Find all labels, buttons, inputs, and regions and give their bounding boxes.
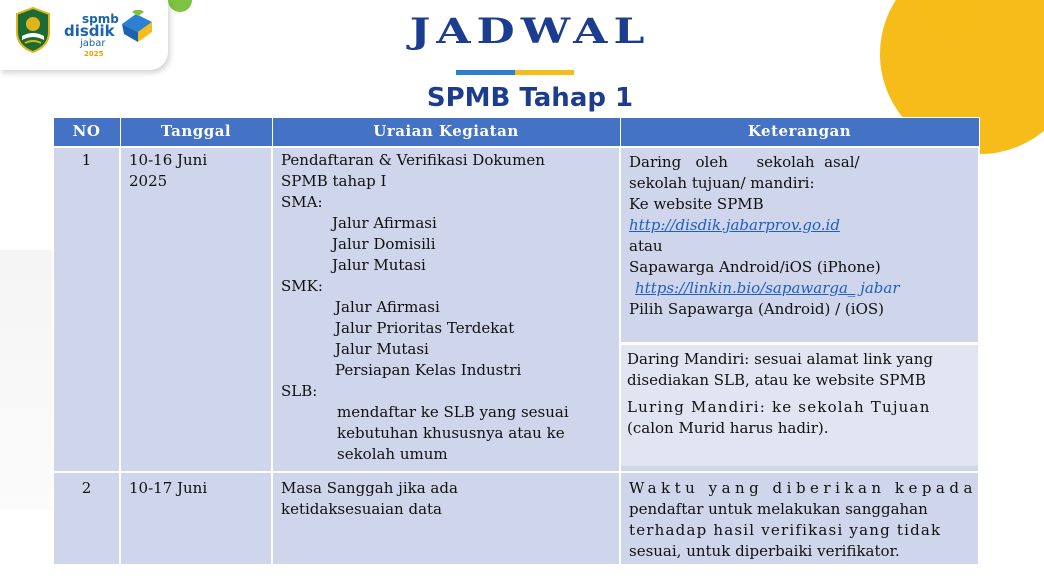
title-underline: [456, 70, 574, 75]
row-number: [53, 472, 120, 565]
schedule-table: [52, 117, 980, 566]
date-line: 10-17 Juni: [129, 478, 208, 497]
disdik-website-link[interactable]: http://disdik.jabarprov.go.id: [629, 215, 840, 234]
row-notes: [620, 147, 979, 472]
activity-line: ketidaksesuaian data: [281, 499, 442, 518]
sapawarga-link[interactable]: https://linkin.bio/sapawarga_: [635, 278, 856, 297]
brand-year-text: 2025: [84, 50, 104, 58]
notes-line: Luring Mandiri: ke sekolah Tujuan: [627, 397, 931, 416]
smk-item: Jalur Mutasi: [335, 339, 429, 358]
notes-line: sesuai, untuk diperbaiki verifikator.: [629, 541, 900, 560]
notes-line: terhadap hasil verifikasi yang tidak: [629, 520, 942, 539]
activity-intro: SPMB tahap I: [281, 171, 387, 190]
page-title: JADWAL: [409, 11, 651, 52]
table-row: [53, 147, 979, 472]
notes-line: sekolah tujuan/ mandiri:: [629, 173, 815, 192]
activity-line: Masa Sanggah jika ada: [281, 478, 458, 497]
sma-item: Jalur Afirmasi: [332, 213, 437, 232]
brand-disdik-text: disdik: [64, 22, 115, 40]
notes-line: Daring oleh sekolah asal/: [629, 152, 860, 171]
notes-line: (calon Murid harus hadir).: [627, 418, 829, 437]
smk-item: Jalur Prioritas Terdekat: [335, 318, 515, 337]
row-date: [120, 147, 272, 472]
slb-label: SLB:: [281, 381, 318, 400]
notes-line: pendaftar untuk melakukan sanggahan: [629, 499, 928, 518]
notes-line: Ke website SPMB: [629, 194, 764, 213]
row-date: [120, 472, 272, 565]
notes-mandiri: [621, 342, 978, 466]
row-number: [53, 147, 120, 472]
spmb-cube-icon: [118, 10, 156, 44]
sapawarga-link-tail[interactable]: jabar: [860, 278, 900, 297]
activity-intro: Pendaftaran & Verifikasi Dokumen: [281, 150, 545, 169]
spmb-disdik-brand: [64, 6, 158, 62]
sma-item: Jalur Mutasi: [332, 255, 426, 274]
date-line: 10-16 Juni: [129, 150, 208, 169]
table-header-row: [53, 118, 979, 147]
row-number-text: 1: [81, 150, 92, 169]
brand-jabar-text: jabar: [80, 38, 106, 49]
notes-line: disediakan SLB, atau ke website SPMB: [627, 370, 926, 389]
notes-line: Waktu yang diberikan kepada: [629, 478, 977, 497]
page-subtitle: SPMB Tahap 1: [426, 83, 634, 113]
west-java-emblem-icon: [13, 6, 53, 54]
table-row: [53, 472, 979, 565]
date-year: 2025: [129, 171, 168, 190]
header-tanggal: Tanggal: [120, 118, 272, 147]
brand-spmb-text: spmb: [82, 12, 119, 26]
row-activity: [272, 472, 620, 565]
header-uraian-kegiatan: Uraian Kegiatan: [272, 118, 620, 147]
row-activity: [272, 147, 620, 472]
header-keterangan: Keterangan: [620, 118, 979, 147]
smk-item: Persiapan Kelas Industri: [335, 360, 522, 379]
notes-line: atau: [629, 236, 663, 255]
smk-item: Jalur Afirmasi: [335, 297, 440, 316]
row-notes: [620, 472, 979, 565]
notes-line: Daring Mandiri: sesuai alamat link yang: [627, 349, 933, 368]
header-no: NO: [53, 118, 120, 147]
slb-text: mendaftar ke SLB yang sesuai kebutuhan khususnya atau ke sekolah umum: [337, 402, 569, 463]
notes-online: [621, 148, 978, 342]
smk-label: SMK:: [281, 276, 323, 295]
logo-card: [0, 0, 168, 70]
notes-line: Sapawarga Android/iOS (iPhone): [629, 257, 881, 276]
decorative-green-leaf: [168, 0, 192, 12]
sma-item: Jalur Domisili: [332, 234, 436, 253]
sma-label: SMA:: [281, 192, 323, 211]
row-number-text: 2: [81, 478, 92, 497]
notes-line: Pilih Sapawarga (Android) / (iOS): [629, 299, 885, 318]
